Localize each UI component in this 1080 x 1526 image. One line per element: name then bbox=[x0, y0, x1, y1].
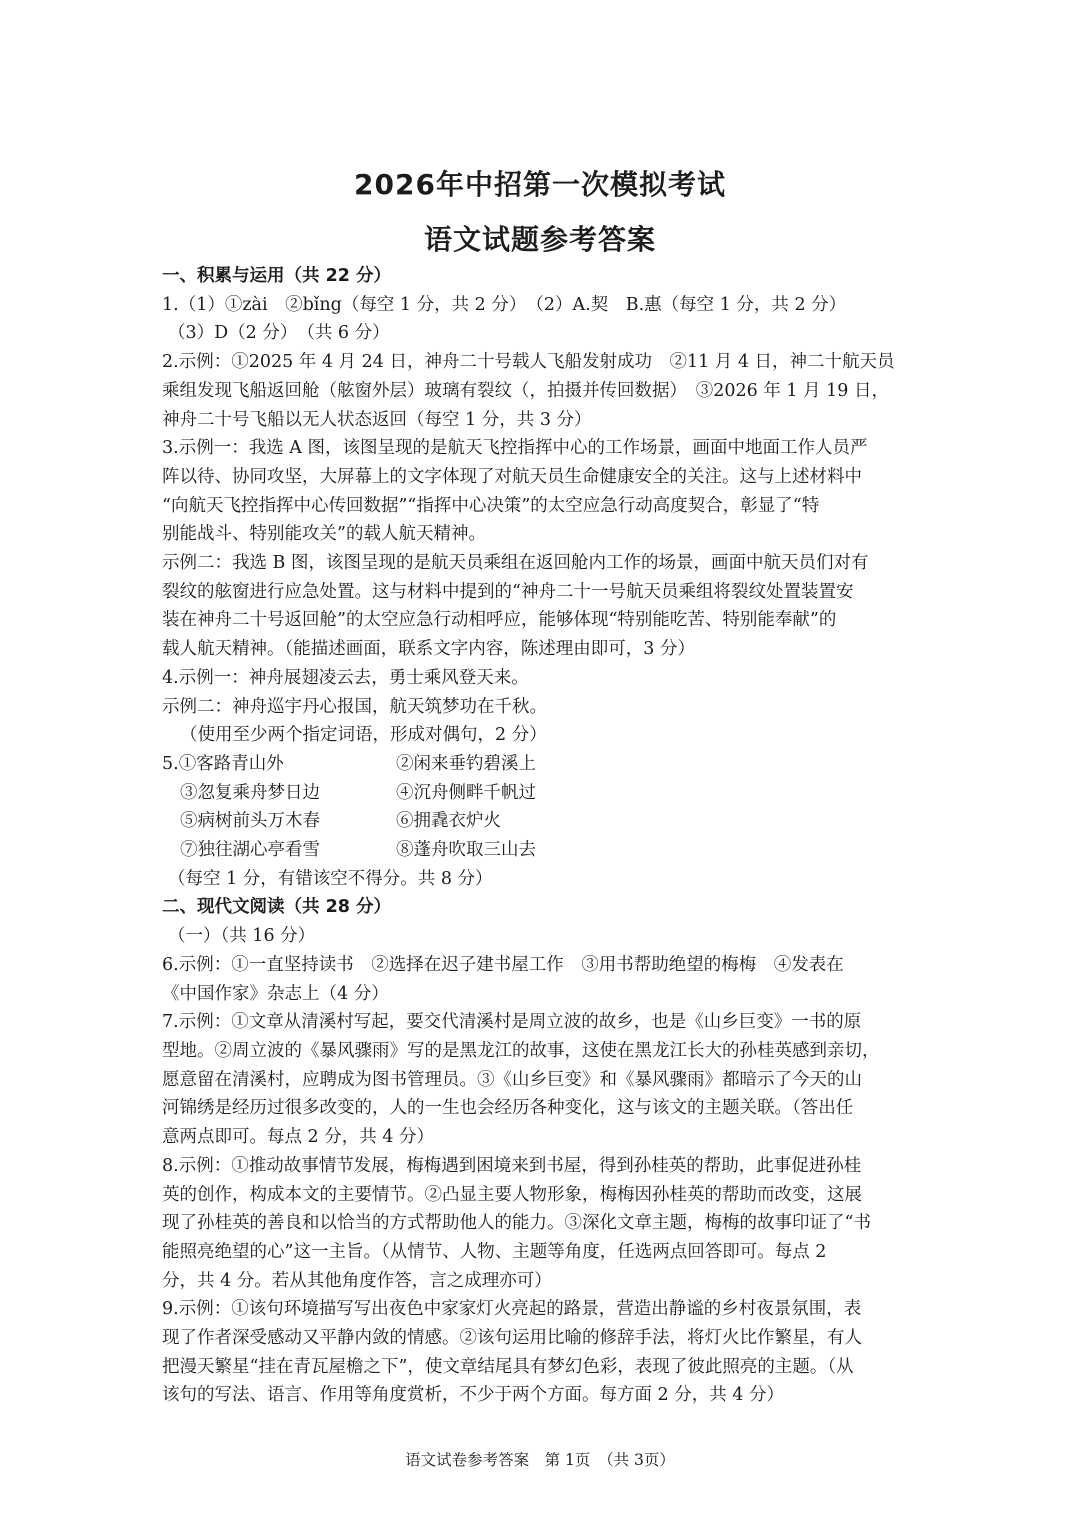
text-line: 9.示例：①该句环境描写写出夜色中家家灯火亮起的路景，营造出静谧的乡村夜景氛围，表 bbox=[162, 1299, 862, 1320]
q5-answer: ⑥拥毳衣炉火 bbox=[396, 811, 501, 832]
text-line: 分，共 4 分。若从其他角度作答，言之成理亦可） bbox=[162, 1270, 552, 1291]
text-line: 示例二：我选 B 图，该图呈现的是航天员乘组在返回舱内工作的场景，画面中航天员们对有 bbox=[162, 553, 869, 574]
text-line: 该句的写法、语言、作用等角度赏析，不少于两个方面。每方面 2 分，共 4 分） bbox=[162, 1385, 785, 1406]
answer-body bbox=[162, 262, 932, 1410]
text-line: 3.示例一：我选 A 图，该图呈现的是航天飞控指挥中心的工作场景，画面中地面工作人员严 bbox=[162, 438, 868, 459]
page-title: 2026年中招第一次模拟考试 bbox=[354, 168, 726, 201]
q5-row bbox=[162, 836, 932, 865]
text-line: 1.（1）①zài ②bǐng（每空 1 分，共 2 分） （2）A.契 B.惠（每空 1 分，共 2 分） bbox=[162, 294, 847, 315]
q5-row bbox=[162, 750, 932, 779]
page-footer: 语文试卷参考答案 第 1页 （共 3页） bbox=[405, 1451, 675, 1469]
text-line: 神舟二十号飞船以无人状态返回（每空 1 分，共 3 分） bbox=[162, 409, 592, 430]
section-heading: 二、现代文阅读（共 28 分） bbox=[162, 897, 392, 918]
text-line: 《中国作家》杂志上（4 分） bbox=[162, 983, 389, 1004]
text-line: 载人航天精神。（能描述画面，联系文字内容，陈述理由即可，3 分） bbox=[162, 639, 695, 660]
text-line: 现了作者深受感动又平静内敛的情感。②该句运用比喻的修辞手法，将灯火比作繁星，有人 bbox=[162, 1328, 862, 1349]
text-line: 把漫天繁星“挂在青瓦屋檐之下”，使文章结尾具有梦幻色彩，表现了彼此照亮的主题。（从 bbox=[162, 1356, 854, 1377]
q5-answer: ②闲来垂钓碧溪上 bbox=[396, 753, 536, 774]
text-line: 河锦绣是经历过很多改变的，人的一生也会经历各种变化，这与该文的主题关联。（答出任 bbox=[162, 1098, 854, 1119]
text-line: 别能战斗、特别能攻关”的载人航天精神。 bbox=[162, 524, 486, 545]
text-line: “向航天飞控指挥中心传回数据”“指挥中心决策”的太空应急行动高度契合，彰显了“特 bbox=[162, 495, 820, 516]
text-line: 意两点即可。每点 2 分，共 4 分） bbox=[162, 1127, 435, 1148]
text-line: 4.示例一：神舟展翅凌云去，勇士乘风登天来。 bbox=[162, 667, 529, 688]
text-line: 英的创作，构成本文的主要情节。②凸显主要人物形象，梅梅因孙桂英的帮助而改变，这展 bbox=[162, 1184, 862, 1205]
q5-scoring-note: （每空 1 分，有错该空不得分。共 8 分） bbox=[168, 868, 493, 889]
q5-poem-answers bbox=[162, 750, 932, 894]
section-heading: 一、积累与运用（共 22 分） bbox=[162, 266, 392, 286]
text-line: 能照亮绝望的心”这一主旨。（从情节、人物、主题等角度，任选两点回答即可。每点 2 bbox=[162, 1241, 827, 1262]
text-line: 6.示例：①一直坚持读书 ②选择在迟子建书屋工作 ③用书帮助绝望的梅梅 ④发表在 bbox=[162, 954, 844, 975]
text-line: （3）D（2 分） （共 6 分） bbox=[168, 323, 390, 344]
q5-row bbox=[162, 807, 932, 836]
text-line: 裂纹的舷窗进行应急处置。这与材料中提到的“神舟二十一号航天员乘组将裂纹处置装置安 bbox=[162, 581, 854, 602]
subsection-heading: （一）（共 16 分） bbox=[168, 926, 316, 947]
text-line: 7.示例：①文章从清溪村写起，要交代清溪村是周立波的故乡，也是《山乡巨变》一书的原 bbox=[162, 1012, 862, 1033]
text-line: 示例二：神舟巡宇丹心报国，航天筑梦功在千秋。 bbox=[162, 696, 547, 717]
page-subtitle: 语文试题参考答案 bbox=[423, 223, 656, 256]
q5-answer: ⑤病树前头万木春 bbox=[180, 811, 320, 832]
q5-answer: ⑦独往湖心亭看雪 bbox=[180, 840, 320, 861]
text-line: 装在神舟二十号返回舱”的太空应急行动相呼应，能够体现“特别能吃苦、特别能奉献”的 bbox=[162, 610, 837, 631]
text-line: 型地。②周立波的《暴风骤雨》写的是黑龙江的故事，这使在黑龙江长大的孙桂英感到亲切， bbox=[162, 1040, 880, 1061]
q5-answer: ①客路青山外 bbox=[178, 753, 284, 774]
q5-label: 5. bbox=[162, 753, 179, 774]
q5-answer: ⑧蓬舟吹取三山去 bbox=[396, 840, 536, 861]
q5-answer: ④沉舟侧畔千帆过 bbox=[396, 782, 536, 803]
q5-row bbox=[162, 779, 932, 808]
text-line: 2.示例：①2025 年 4 月 24 日，神舟二十号载人飞船发射成功 ②11 月 4 日，神二十航天员 bbox=[162, 352, 895, 373]
text-line: （使用至少两个指定词语，形成对偶句，2 分） bbox=[180, 725, 547, 746]
text-line: 阵以待、协同攻坚，大屏幕上的文字体现了对航天员生命健康安全的关注。这与上述材料中 bbox=[162, 466, 862, 487]
q5-answer: ③忽复乘舟梦日边 bbox=[180, 782, 320, 803]
text-line: 愿意留在清溪村，应聘成为图书管理员。③《山乡巨变》和《暴风骤雨》都暗示了今天的山 bbox=[162, 1069, 862, 1090]
text-line: 乘组发现飞船返回舱（舷窗外层）玻璃有裂纹（，拍摄并传回数据） ③2026 年 1 月 19 日， bbox=[162, 380, 889, 401]
text-line: 8.示例：①推动故事情节发展，梅梅遇到困境来到书屋，得到孙桂英的帮助，此事促进孙桂 bbox=[162, 1155, 862, 1176]
text-line: 现了孙桂英的善良和以恰当的方式帮助他人的能力。③深化文章主题，梅梅的故事印证了“书 bbox=[162, 1213, 871, 1234]
